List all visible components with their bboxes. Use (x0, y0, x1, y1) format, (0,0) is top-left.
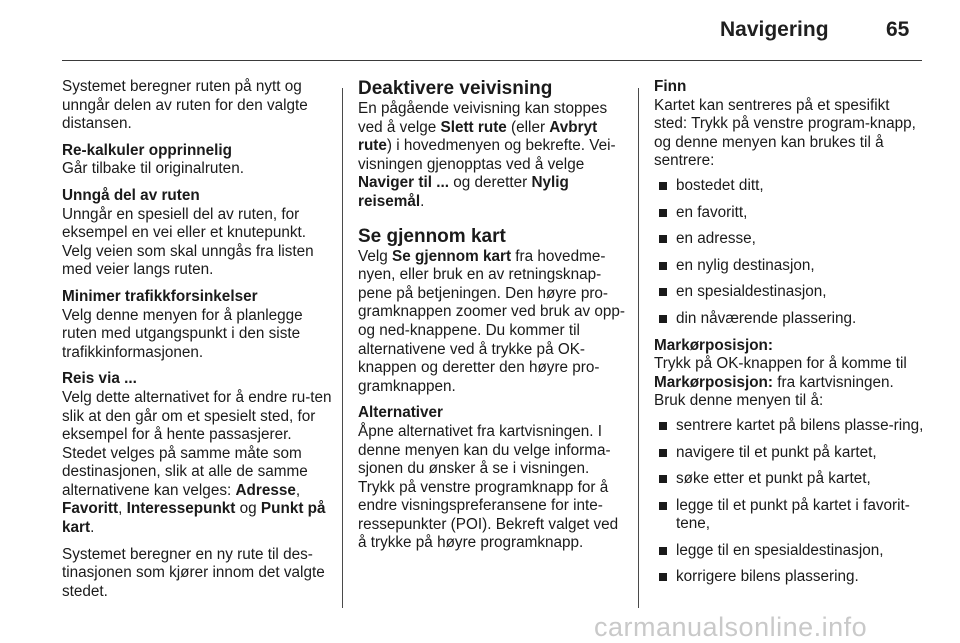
intro-paragraph: Systemet beregner ruten på nytt og unngår delen av ruten for den valgte distansen. (62, 78, 308, 133)
section-body: Kartet kan sentreres på et spesifikt sted: Trykk på venstre program-knapp, og denne menyen kan brukes til å sentrere: (654, 96, 916, 170)
column-divider-1 (342, 88, 343, 608)
section-body: Unngår en spesiell del av ruten, for eksempel en vei eller et knutepunkt. Velg veien som skal unngås fra listen med veier langs ruten. (62, 205, 314, 279)
find-list (654, 177, 926, 329)
watermark-url: carmanualsonline.info (594, 612, 868, 642)
page-header (0, 0, 960, 62)
menu-browse-map: Se gjennom kart (392, 247, 512, 265)
text: . (420, 192, 425, 210)
heading-deactivate-guidance: Deaktivere veivisning (358, 78, 553, 99)
section-heading: Re-kalkuler opprinnelig (62, 141, 232, 159)
section-minimize-delays (62, 288, 332, 362)
list-item: søke etter et punkt på kartet, (654, 470, 926, 489)
text: ) i hovedmenyen og bekrefte. Vei-visningen gjenopptas ved å velge (358, 137, 616, 173)
menu-recent-destinations: Nylig reisemål (358, 174, 569, 210)
list-item: en spesialdestinasjon, (654, 283, 926, 302)
section-body: Velg dette alternativet for å endre ru-ten slik at den går om et spesielt sted, for eksempel for å hente passasjerer. Stedet velges på samme måte som destinasjonen, slik at alle de samme alternativene kan velges: (62, 388, 332, 499)
heading-browse-map: Se gjennom kart (358, 225, 506, 247)
section-body: Åpne alternativet fra kartvisningen. I denne menyen kan du velge informa-sjonen du ønsker å se i visningen. Trykk på venstre programknapp for å endre visningspreferansene for inte-ressepunkter (POI). Bekreft valget ved å trykke på høyre programknapp. (358, 422, 619, 552)
section-heading: Unngå del av ruten (62, 186, 200, 204)
section-body: Går tilbake til originalruten. (62, 160, 244, 178)
header-divider (62, 60, 922, 61)
menu-navigate-to: Naviger til ... (358, 174, 449, 192)
section-heading: Minimer trafikkforsinkelser (62, 287, 258, 305)
option-poi: Interessepunkt (126, 500, 236, 518)
section-heading: Reis via ... (62, 370, 137, 388)
list-item: korrigere bilens plassering. (654, 568, 926, 587)
list-item: sentrere kartet på bilens plasse-ring, (654, 417, 926, 436)
list-item: navigere til et punkt på kartet, (654, 444, 926, 463)
list-item: en favoritt, (654, 204, 926, 223)
period: . (90, 519, 95, 537)
page-number: 65 (886, 18, 910, 41)
section-alternatives (358, 404, 626, 553)
deactivate-paragraph (358, 100, 626, 212)
section-travel-via (62, 370, 332, 537)
page-title: Navigering (720, 18, 829, 41)
list-item: din nåværende plassering. (654, 310, 926, 329)
section-avoid-part (62, 187, 332, 280)
section-body: Velg denne menyen for å planlegge ruten med utgangspunkt i den siste trafikkinformasjonen. (62, 306, 303, 361)
column-left (62, 78, 332, 609)
section-heading: Markørposisjon: (654, 336, 773, 354)
list-item: bostedet ditt, (654, 177, 926, 196)
section-find (654, 78, 926, 171)
text: (eller (506, 118, 550, 136)
text: fra kartvisningen. (773, 373, 894, 391)
browse-map-paragraph (358, 248, 626, 397)
list-item: legge til en spesialdestinasjon, (654, 542, 926, 561)
column-divider-2 (638, 88, 639, 608)
menu-cancel-route: Avbryt rute (358, 118, 598, 155)
option-favorite: Favoritt (62, 500, 119, 518)
section-recalculate (62, 142, 332, 179)
separator: , (118, 500, 127, 518)
list-item: en adresse, (654, 230, 926, 249)
text: Velg (358, 247, 393, 265)
text: fra hovedme-nyen, eller bruk en av retningsknap-pene på betjeningen. Den høyre pro-gramknappen zoomer ved bruk av opp- og ned-knappene. Du kommer til alternativene ved å trykke på OK-knappen og deretter den høyre pro-gramknappen. (358, 247, 625, 395)
section-heading: Finn (654, 78, 687, 95)
column-middle (358, 78, 626, 561)
list-item: legge til et punkt på kartet i favorit-tene, (654, 497, 926, 534)
text: Trykk på OK-knappen for å komme til (654, 355, 907, 373)
text: Bruk denne menyen til å: (654, 392, 824, 410)
text: og deretter (448, 174, 532, 192)
separator: , (295, 481, 301, 499)
option-map-point: Punkt på kart (62, 500, 326, 537)
closing-paragraph: Systemet beregner en ny rute til des-tinasjonen som kjører innom det valgte stedet. (62, 545, 325, 600)
menu-delete-route: Slett rute (440, 118, 507, 136)
text: En pågående veivisning kan stoppes ved å velge (358, 100, 608, 136)
conjunction: og (235, 500, 261, 518)
section-cursor-position (654, 337, 926, 411)
cursor-list (654, 417, 926, 587)
list-item: en nylig destinasjon, (654, 257, 926, 276)
column-right (654, 78, 926, 595)
option-address: Adresse (235, 481, 296, 499)
menu-cursor-position: Markørposisjon: (654, 373, 773, 391)
section-heading: Alternativer (358, 404, 444, 422)
